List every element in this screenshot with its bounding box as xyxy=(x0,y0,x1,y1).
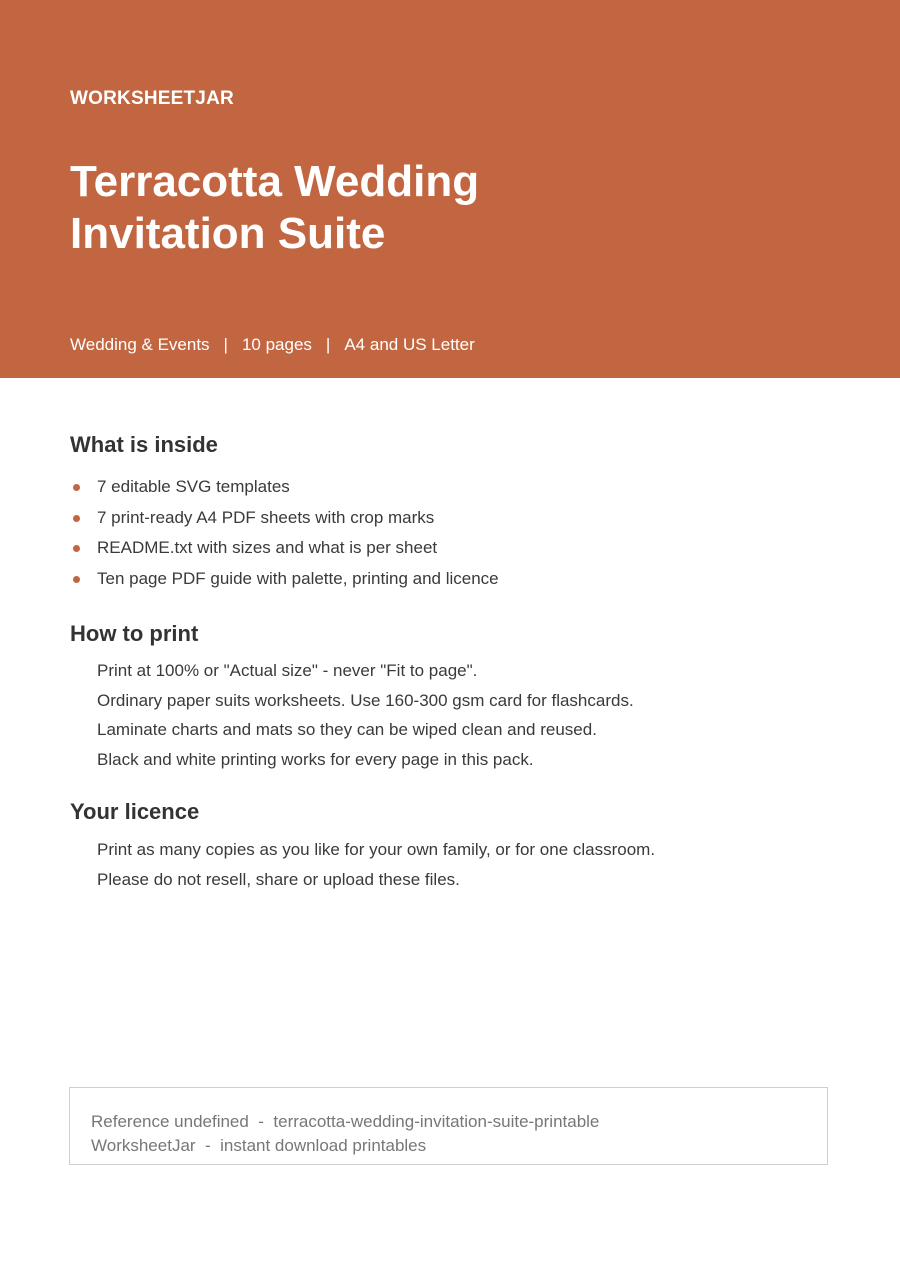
bullet-dot-icon xyxy=(73,545,80,552)
footer-reference: Reference undefined - terracotta-wedding-invitation-suite-printable xyxy=(91,1112,600,1131)
bullet-dot-icon xyxy=(73,576,80,583)
licence-line: Print as many copies as you like for your own family, or for one classroom. xyxy=(97,840,656,859)
page-title xyxy=(70,156,770,260)
inside-heading: What is inside xyxy=(70,432,218,457)
header-banner xyxy=(0,0,900,378)
print-instructions xyxy=(97,658,634,776)
print-line: Laminate charts and mats so they can be wiped clean and reused. xyxy=(97,720,597,739)
list-item-text: Ten page PDF guide with palette, printing and licence xyxy=(97,568,499,588)
list-item-text: README.txt with sizes and what is per sheet xyxy=(97,538,438,557)
list-item-text: 7 print-ready A4 PDF sheets with crop marks xyxy=(97,507,435,527)
print-line: Ordinary paper suits worksheets. Use 160-300 gsm card for flashcards. xyxy=(97,690,634,710)
footer-reference-box xyxy=(69,1087,828,1165)
licence-line: Please do not resell, share or upload these files. xyxy=(97,869,460,889)
bullet-dot-icon xyxy=(73,484,80,491)
licence-heading: Your licence xyxy=(70,799,200,824)
bullet-dot-icon xyxy=(73,515,80,522)
meta-category: Wedding & Events xyxy=(70,335,210,354)
print-line: Black and white printing works for every page in this pack. xyxy=(97,749,534,769)
page-title-line-1: Terracotta Wedding xyxy=(70,157,480,206)
list-item-text: 7 editable SVG templates xyxy=(97,477,290,496)
meta-paper-sizes: A4 and US Letter xyxy=(344,335,475,354)
meta-separator: | xyxy=(325,335,331,354)
list-item xyxy=(70,566,499,597)
licence-text xyxy=(97,837,655,896)
meta-separator: | xyxy=(223,335,228,354)
list-item xyxy=(70,535,499,566)
brand-name: WORKSHEETJAR xyxy=(70,88,234,109)
print-line: Print at 100% or "Actual size" - never "Fit to page". xyxy=(97,661,478,680)
product-meta xyxy=(70,335,475,355)
list-item xyxy=(70,505,499,536)
page-title-line-2: Invitation Suite xyxy=(70,209,386,258)
inside-list xyxy=(70,474,499,596)
list-item xyxy=(70,474,499,505)
print-heading: How to print xyxy=(70,621,199,646)
meta-pages: 10 pages xyxy=(241,335,312,354)
footer-tagline: WorksheetJar - instant download printables xyxy=(91,1136,427,1155)
